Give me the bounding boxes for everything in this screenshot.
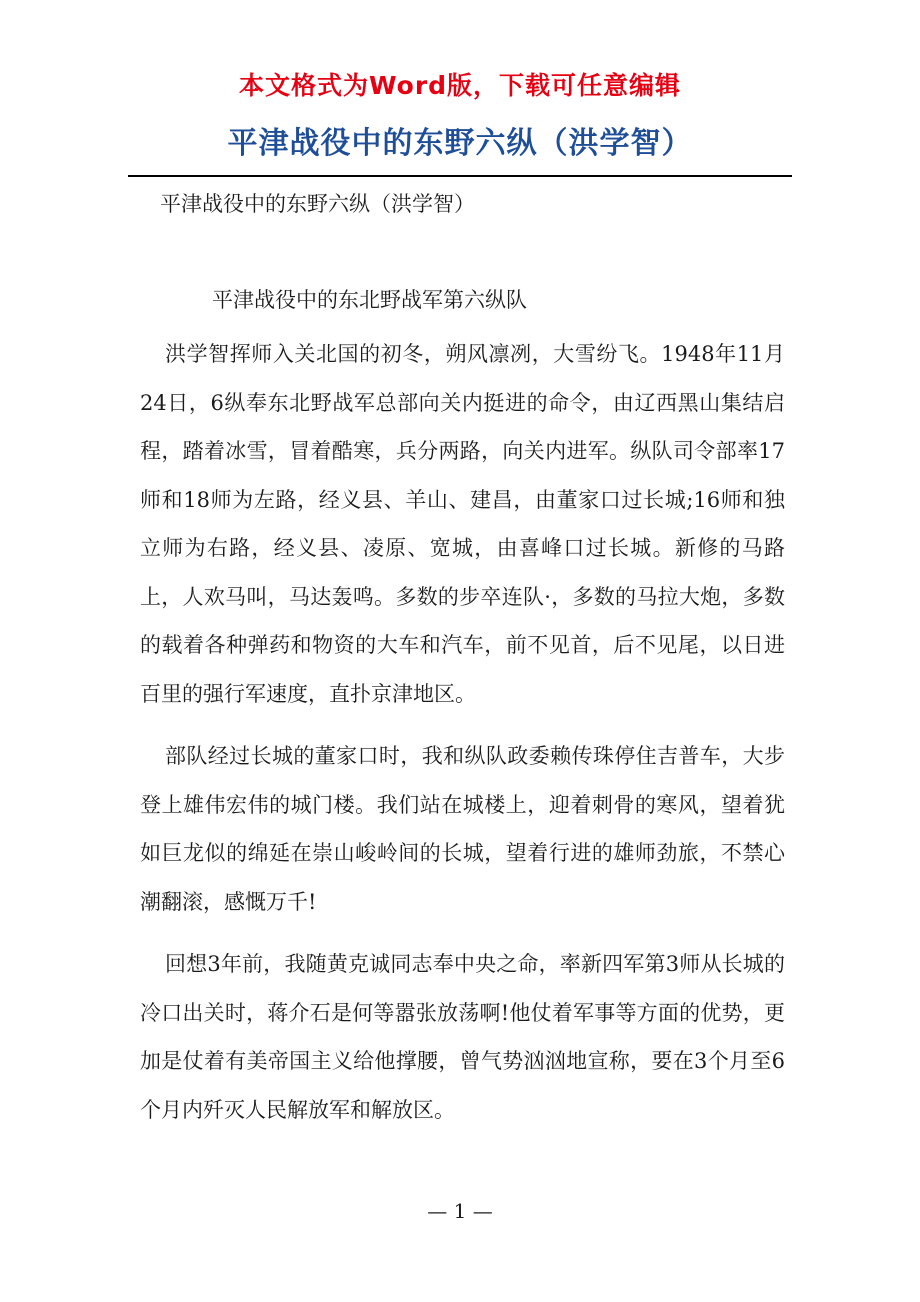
download-banner: 本文格式为Word版，下载可任意编辑 xyxy=(238,71,682,100)
header-line: 平津战役中的东野六纵（洪学智） xyxy=(160,192,475,216)
page-number: — 1 — xyxy=(427,1199,493,1223)
document-body xyxy=(140,330,785,1148)
paragraph-3: 回想3年前，我随黄克诚同志奉中央之命，率新四军第3师从长城的冷口出关时，蒋介石是何等嚣张放荡啊!他仗着军事等方面的优势，更加是仗着有美帝国主义给他撑腰，曾气势汹汹地宣称，要在3个月至6个月内歼灭人民解放军和解放区。 xyxy=(140,952,785,1122)
paragraph-2: 部队经过长城的董家口时，我和纵队政委赖传珠停住吉普车，大步登上雄伟宏伟的城门楼。我们站在城楼上，迎着刺骨的寒风，望着犹如巨龙似的绵延在崇山峻岭间的长城，望着行进的雄师劲旅，不禁心潮翻滚，感慨万千! xyxy=(140,744,785,914)
document-title: 平津战役中的东野六纵（洪学智） xyxy=(227,126,693,161)
title-divider xyxy=(128,175,792,177)
section-heading: 平津战役中的东北野战军第六纵队 xyxy=(212,288,527,312)
paragraph-1: 洪学智挥师入关北国的初冬，朔风凛冽，大雪纷飞。1948年11月24日，6纵奉东北野战军总部向关内挺进的命令，由辽西黑山集结启程，踏着冰雪，冒着酷寒，兵分两路，向关内进军。纵队司令部率17师和18师为左路，经义县、羊山、建昌，由董家口过长城;16师和独立师为右路，经义县、凌原、宽城，由喜峰口过长城。新修的马路上，人欢马叫，马达轰鸣。多数的步卒连队·，多数的马拉大炮，多数的载着各种弹药和物资的大车和汽车，前不见首，后不见尾，以日进百里的强行军速度，直扑京津地区。 xyxy=(140,342,785,706)
